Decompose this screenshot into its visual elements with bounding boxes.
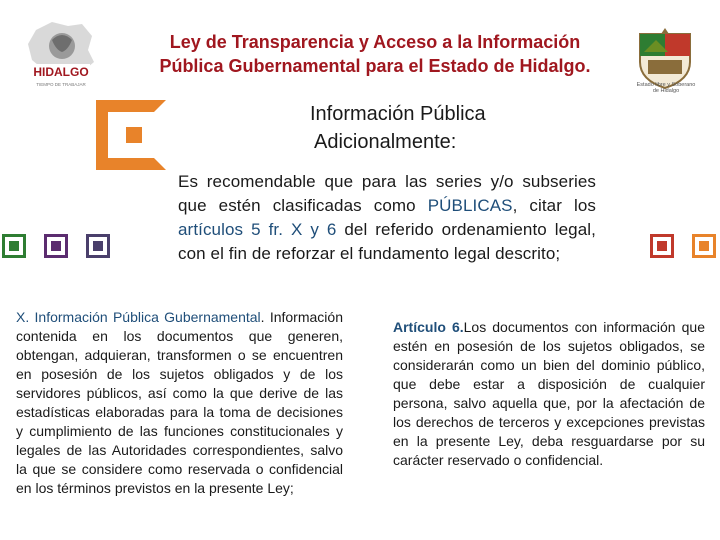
main-paragraph-before: Es recomendable que para las series y/o subseries que estén clasificadas como — [178, 172, 596, 215]
seal-caption: Estado libre y Soberano de Hidalgo — [636, 82, 696, 94]
logo-text: HIDALGO — [33, 65, 89, 79]
title-line-2: Pública Gubernamental para el Estado de Hidalgo. — [159, 56, 591, 76]
main-paragraph-articles: artículos 5 fr. X y 6 — [178, 220, 337, 239]
subheading — [310, 100, 590, 156]
right-column-article — [393, 318, 705, 470]
logo-tagline: TIEMPO DE TRABAJAR — [36, 82, 86, 87]
orange-square-decoration — [126, 127, 142, 143]
right-column-body: Los documentos con información que estén en posesión de los sujetos obligados, se considerarán como un bien del dominio público, que debe estar a disposición de cualquier persona, salvo aquella que, por la afectación de los derechos de terceros y excepciones previstas en la presente Ley, deba resguardarse por su carácter reservado o confidencial. — [393, 319, 705, 468]
title-line-1: Ley de Transparencia y Acceso a la Información — [169, 32, 581, 52]
red-square-decoration — [650, 234, 674, 258]
left-column-heading: X. Información Pública Gubernamental — [16, 309, 261, 325]
purple-square-decoration — [44, 234, 68, 258]
left-column-definition — [16, 308, 343, 498]
hidalgo-logo — [22, 20, 100, 92]
subheading-line-1: Información Pública — [310, 103, 486, 125]
subheading-line-2: Adicionalmente: — [314, 131, 457, 153]
main-paragraph-emphasis: PÚBLICAS — [427, 196, 513, 215]
page-title — [118, 30, 632, 78]
main-paragraph-after: del referido ordenamiento legal, con el fin de reforzar el fundamento legal descrito; — [178, 220, 596, 263]
violet-square-decoration — [86, 234, 110, 258]
right-column-heading: Artículo 6. — [393, 319, 464, 335]
orange-square-small-decoration — [692, 234, 716, 258]
main-paragraph-middle: , citar los — [512, 196, 596, 215]
left-column-body: . Información contenida en los documentos que generen, obtengan, adquieran, transformen o se encuentren en posesión de los sujetos obligados y de los servidores públicos, así como la que derive de las estadísticas elaboradas para la toma de decisiones y cumplimiento de las funciones constitucionales y legales de las Autoridades correspondientes, salvo la que se considere como reservada o confidencial en los términos previstos en la presente Ley; — [16, 309, 343, 496]
main-paragraph — [178, 170, 596, 266]
green-square-decoration — [2, 234, 26, 258]
